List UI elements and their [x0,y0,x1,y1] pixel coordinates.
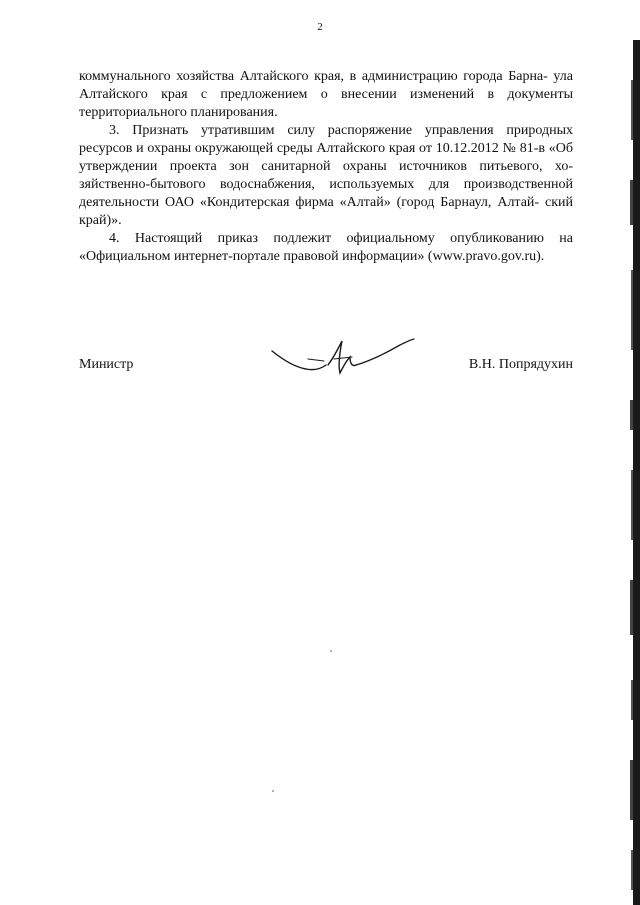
text-line: 4. Настоящий приказ подлежит официальному опубликованию на [109,231,573,246]
signatory-title: Министр [79,357,134,372]
text-line: ула Алтайского края с предложением о внесении изменений в документы [79,69,573,102]
handwritten-signature [268,335,418,385]
scan-speck [272,790,274,792]
body-text [79,68,573,266]
text-line: 3. Признать утратившим силу распоряжение управления природных [109,123,573,138]
paragraph-item-4 [79,230,573,266]
text-line: «Официальном интернет-портале правовой информации» [79,249,428,264]
scan-edge-artifact [628,40,640,905]
text-line: территориального планирования. [79,105,278,120]
text-line: ский край)». [79,195,574,228]
text-line: деятельности ОАО «Кондитерская фирма «Алтай» (город Барнаул, Алтай- [79,195,540,210]
text-line: (www.pravo.gov.ru). [427,249,545,264]
signatory-name: В.Н. Попрядухин [468,357,573,372]
paragraph-continuation [79,68,573,122]
scan-speck [330,650,332,652]
text-line: зяйственно-бытового водоснабжения, используемых для производственной [79,177,573,192]
paragraph-item-3 [79,122,573,230]
text-line: ресурсов и охраны окружающей среды Алтайского края от 10.12.2012 № 81-в [79,141,549,156]
page-number: 2 [317,21,323,33]
text-line: коммунального хозяйства Алтайского края, в администрацию города Барна- [79,69,548,84]
text-line: «Об утверждении проекта зон санитарной охраны источников питьевого, хо- [79,141,573,174]
